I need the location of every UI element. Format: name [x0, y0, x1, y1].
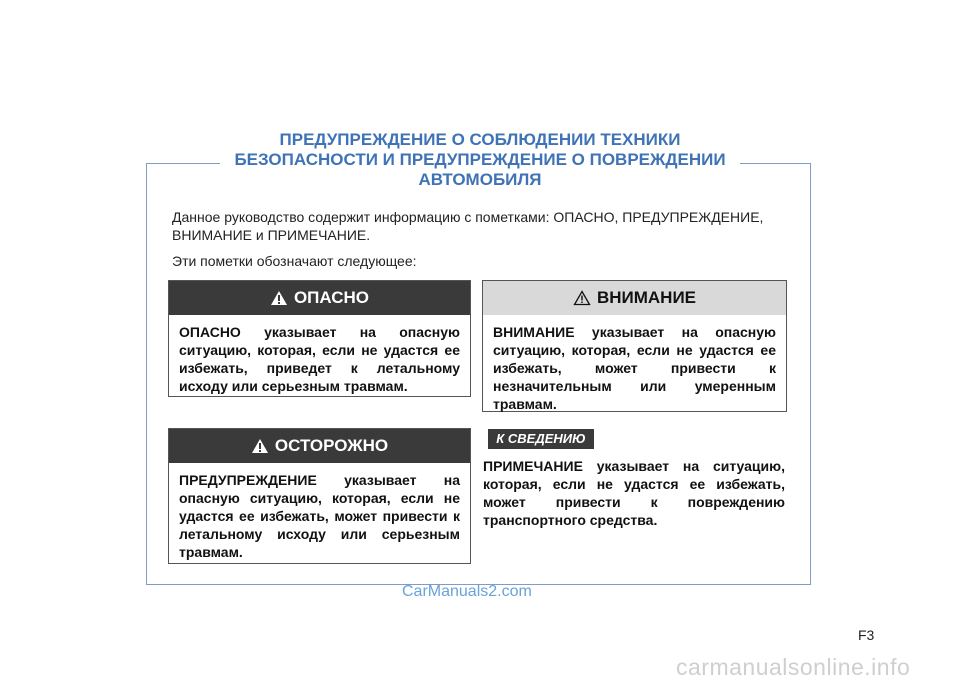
danger-text: ОПАСНО указывает на опасную ситуацию, которая, если не удастся ее избежать, приведет к летальному исходу или серьезным травмам.: [179, 324, 460, 394]
intro-paragraph-2: Эти пометки обозначают следующее:: [172, 253, 417, 269]
danger-label: ОПАСНО: [293, 288, 370, 307]
title-line-1: ПРЕДУПРЕЖДЕНИЕ О СОБЛЮДЕНИИ ТЕХНИКИ: [279, 130, 681, 149]
warning-triangle-icon: [270, 290, 288, 306]
warning-triangle-icon: [573, 290, 591, 306]
footer-watermark: carmanualsonline.info: [676, 654, 911, 680]
page-title: [220, 130, 740, 190]
page-number: F3: [858, 627, 875, 643]
warning-label: ВНИМАНИЕ: [596, 288, 697, 307]
caution-text: ПРЕДУПРЕЖДЕНИЕ указывает на опасную ситуацию, которая, если не удастся ее избежать, может привести к летальному исходу или серьезным травмам.: [179, 472, 460, 560]
notice-text: ПРИМЕЧАНИЕ указывает на ситуацию, которая, если не удастся ее избежать, может привести к повреждению транспортного средства.: [483, 458, 785, 528]
danger-box: [168, 280, 471, 397]
caution-label: ОСТОРОЖНО: [274, 436, 389, 455]
caution-box: [168, 428, 471, 564]
warning-triangle-icon: [251, 438, 269, 454]
title-line-3: АВТОМОБИЛЯ: [418, 170, 542, 189]
watermark-link[interactable]: CarManuals2.com: [402, 583, 532, 600]
danger-header: [169, 281, 470, 315]
warning-header: [483, 281, 786, 315]
intro-paragraph-1: Данное руководство содержит информацию с пометками: ОПАСНО, ПРЕДУПРЕЖДЕНИЕ, ВНИМАНИЕ и ПРИМЕЧАНИЕ.: [172, 209, 764, 243]
intro-text: [172, 208, 792, 278]
caution-header: [169, 429, 470, 463]
warning-text: ВНИМАНИЕ указывает на опасную ситуацию, которая, если не удастся ее избежать, может привести к незначительным или умеренным травмам.: [493, 324, 776, 412]
warning-box: [482, 280, 787, 412]
notice-tag: К СВЕДЕНИЮ: [488, 429, 594, 449]
title-line-2: БЕЗОПАСНОСТИ И ПРЕДУПРЕЖДЕНИЕ О ПОВРЕЖДЕНИИ: [234, 150, 726, 169]
